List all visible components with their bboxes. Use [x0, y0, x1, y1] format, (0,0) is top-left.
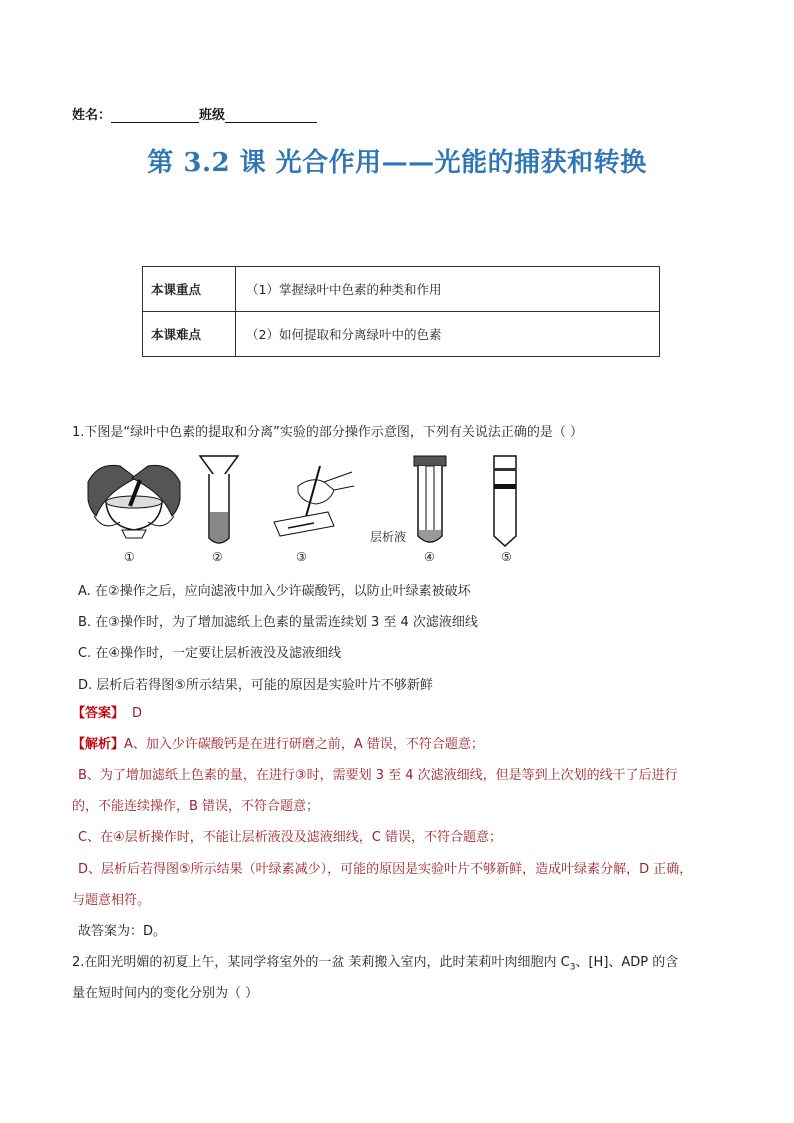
question-2-text-tail: 、[H]、ADP 的含	[575, 955, 679, 970]
name-class-line	[72, 104, 317, 123]
figure-label-3: ③	[296, 550, 307, 564]
question-1-stem: 1.下图是“绿叶中色素的提取和分离”实验的部分操作示意图，下列有关说法正确的是（ ）	[72, 425, 584, 440]
figure-label-1: ①	[124, 550, 135, 564]
figure-label-4: ④	[424, 550, 435, 564]
analysis-line-6: 与题意相符。	[72, 893, 151, 908]
option-d: D. 层析后若得图⑤所示结果，可能的原因是实验叶片不够新鲜	[78, 678, 433, 693]
question-2-line-1	[72, 954, 678, 977]
name-label: 姓名：	[72, 108, 112, 123]
answer-line	[72, 705, 142, 723]
option-a: A. 在②操作之后，应向滤液中加入少许碳酸钙，以防止叶绿素被破坏	[78, 584, 471, 599]
table-row	[143, 267, 660, 312]
draw-line-figure	[268, 452, 358, 548]
page-title: 第 3.2 课 光合作用——光能的捕获和转换	[147, 148, 647, 178]
key-point-head: 本课重点	[143, 267, 236, 312]
question-2-text: 2.在阳光明媚的初夏上午，某同学将室外的一盆 茉莉搬入室内，此时茉莉叶肉细胞内 C	[72, 955, 570, 970]
analysis-conclusion: 故答案为：D。	[78, 924, 167, 939]
analysis-tag: 【解析】	[72, 737, 125, 752]
key-points-table	[142, 266, 660, 357]
question-2-line-2: 量在短时间内的变化分别为（ ）	[72, 986, 259, 1001]
chromatography-tube-figure	[400, 452, 460, 548]
analysis-line-3: 的，不能连续操作，B 错误，不符合题意；	[72, 799, 320, 814]
class-label: 班级	[199, 108, 226, 123]
subscript-3: 3	[569, 962, 576, 973]
key-point-value: （1）掌握绿叶中色素的种类和作用	[236, 267, 660, 312]
analysis-line-4: C、在④层析操作时，不能让层析液没及滤液细线，C 错误，不符合题意；	[78, 830, 502, 845]
analysis-line-1	[72, 736, 484, 754]
funnel-filter-figure	[194, 452, 244, 548]
table-row	[143, 312, 660, 357]
figure-label-2: ②	[212, 550, 223, 564]
answer-tag: 【答案】	[72, 706, 125, 721]
option-b: B. 在③操作时，为了增加滤纸上色素的量需连续划 3 至 4 次滤液细线	[78, 615, 478, 630]
experiment-figures	[78, 452, 558, 568]
difficulty-value: （2）如何提取和分离绿叶中的色素	[236, 312, 660, 357]
chromatography-solution-label: 层析液	[370, 530, 407, 544]
analysis-text: A、加入少许碳酸钙是在进行研磨之前，A 错误，不符合题意；	[124, 737, 484, 752]
mortar-grinding-figure	[84, 452, 184, 548]
name-blank[interactable]	[111, 109, 199, 123]
figure-label-5: ⑤	[501, 550, 512, 564]
answer-value: D	[132, 706, 143, 721]
analysis-line-2: B、为了增加滤纸上色素的量，在进行③时，需要划 3 至 4 次滤液细线，但是等到上次划的线干了后进行	[78, 768, 678, 783]
analysis-line-5: D、层析后若得图⑤所示结果（叶绿素减少），可能的原因是实验叶片不够新鲜，造成叶绿素分解，D 正确，	[78, 862, 693, 877]
filter-strip-result-figure	[490, 452, 520, 548]
class-blank[interactable]	[225, 109, 317, 123]
option-c: C. 在④操作时，一定要让层析液没及滤液细线	[78, 646, 341, 661]
difficulty-head: 本课难点	[143, 312, 236, 357]
